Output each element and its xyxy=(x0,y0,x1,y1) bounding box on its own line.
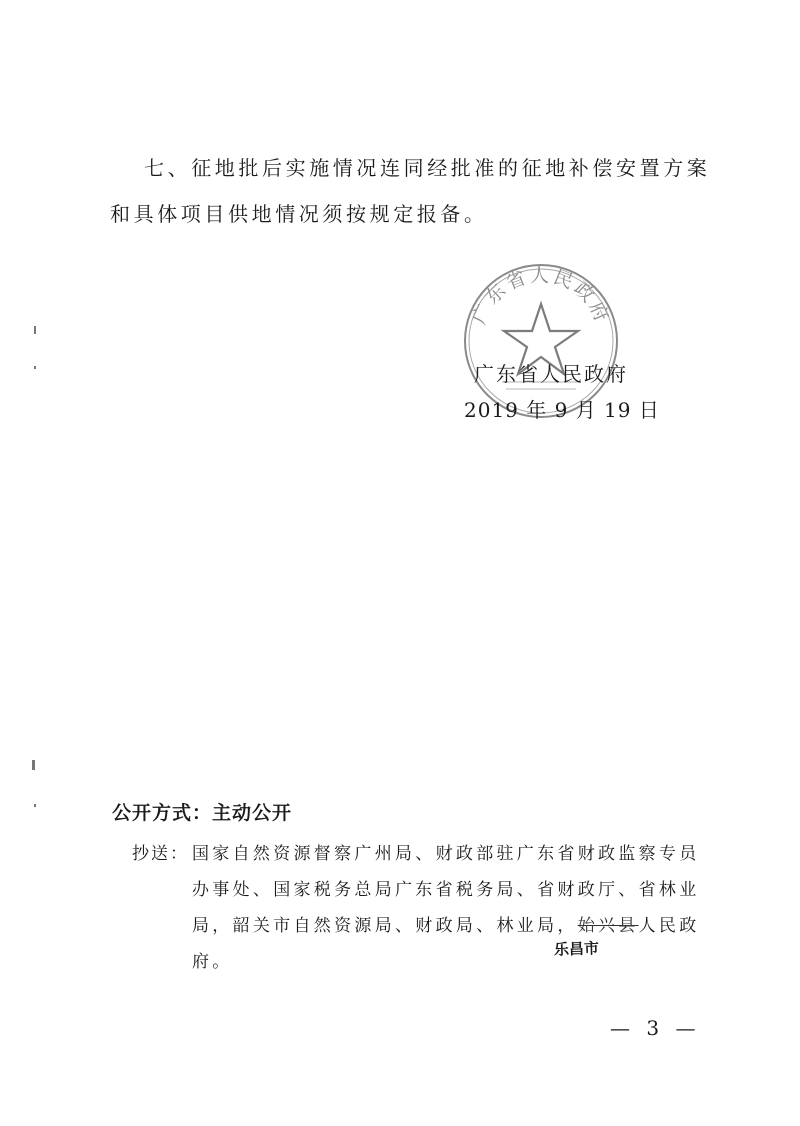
issuer-name: 广东省人民政府 xyxy=(474,362,628,386)
scan-speck xyxy=(34,804,36,807)
struck-text: 始兴县 xyxy=(577,916,639,936)
cc-line: 办事处、国家税务总局广东省税务局、省财政厅、省林业 xyxy=(192,880,700,900)
paragraph-line: 和具体项目供地情况须按规定报备。 xyxy=(110,202,488,226)
cc-line: 府。 xyxy=(192,952,233,972)
paragraph-line: 七、征地批后实施情况连同经批准的征地补偿安置方案 xyxy=(144,156,711,180)
scan-speck xyxy=(34,326,36,334)
scan-speck xyxy=(32,760,35,770)
issue-date: 2019 年 9 月 19 日 xyxy=(464,398,660,422)
page-number: — 3 — xyxy=(610,1016,696,1040)
seal-text: 广东省人民政府 xyxy=(468,264,614,328)
cc-line-text: 人民政 xyxy=(638,916,700,936)
handwritten-correction: 乐昌市 xyxy=(553,939,600,959)
release-mode: 公开方式：主动公开 xyxy=(112,802,293,824)
scan-speck xyxy=(34,366,36,369)
svg-text:广东省人民政府 xyxy=(468,265,614,328)
cc-line-text: 局，韶关市自然资源局、财政局、林业局， xyxy=(192,916,578,936)
cc-line: 国家自然资源督察广州局、财政部驻广东省财政监察专员 xyxy=(192,844,700,864)
cc-label: 抄送： xyxy=(132,844,189,864)
cc-line xyxy=(192,918,700,935)
